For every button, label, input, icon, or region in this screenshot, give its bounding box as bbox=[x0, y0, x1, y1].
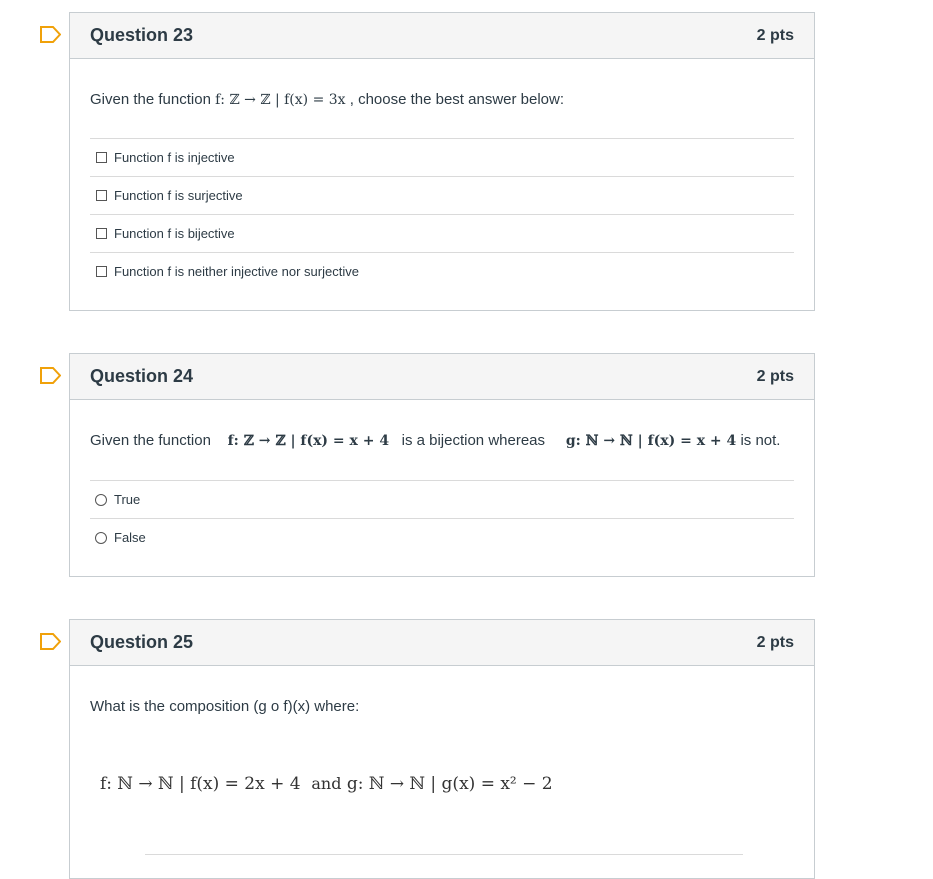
question-title: Question 25 bbox=[90, 632, 194, 652]
answer-option[interactable]: True bbox=[90, 480, 794, 518]
question-24 bbox=[69, 353, 815, 577]
question-25 bbox=[69, 619, 815, 879]
math-expression: g: ℕ → ℕ | f(x) = x + 4 bbox=[565, 433, 737, 449]
answer-option[interactable]: Function f is bijective bbox=[90, 214, 794, 252]
checkbox-icon[interactable] bbox=[96, 266, 107, 277]
math-expression: f: ℕ → ℕ | f(x) = 2x + 4 and g: ℕ → ℕ | g(x) = x² − 2 bbox=[100, 774, 553, 794]
math-expression: f: ℤ → ℤ | f(x) = 3x bbox=[215, 92, 346, 108]
answer-option[interactable]: Function f is neither injective nor surjective bbox=[90, 252, 794, 290]
radio-icon[interactable] bbox=[95, 532, 107, 544]
question-23 bbox=[69, 12, 815, 311]
question-prompt: Given the function f: ℤ → ℤ | f(x) = 3x , choose the best answer below: bbox=[90, 91, 565, 108]
question-header bbox=[70, 13, 814, 59]
answer-option[interactable]: Function f is surjective bbox=[90, 176, 794, 214]
question-header bbox=[70, 620, 814, 666]
math-expression: f: ℤ → ℤ | f(x) = x + 4 bbox=[227, 433, 390, 449]
checkbox-icon[interactable] bbox=[96, 190, 107, 201]
checkbox-icon[interactable] bbox=[96, 228, 107, 239]
radio-icon[interactable] bbox=[95, 494, 107, 506]
flag-icon[interactable] bbox=[40, 367, 61, 384]
question-header bbox=[70, 354, 814, 400]
flag-icon[interactable] bbox=[40, 26, 61, 43]
question-title: Question 23 bbox=[90, 25, 194, 45]
question-points: 2 pts bbox=[756, 367, 794, 385]
answer-list bbox=[90, 480, 794, 556]
question-points: 2 pts bbox=[756, 26, 794, 44]
question-title: Question 24 bbox=[90, 366, 194, 386]
answer-list bbox=[90, 138, 794, 290]
flag-icon[interactable] bbox=[40, 633, 61, 650]
question-prompt: What is the composition (g o f)(x) where: bbox=[90, 698, 360, 715]
answer-option[interactable]: Function f is injective bbox=[90, 138, 794, 176]
question-points: 2 pts bbox=[756, 633, 794, 651]
checkbox-icon[interactable] bbox=[96, 152, 107, 163]
answer-option[interactable]: False bbox=[90, 518, 794, 556]
question-prompt: Given the function f: ℤ → ℤ | f(x) = x + 4 is a bijection whereas g: ℕ → ℕ | f(x) = x + 4 is not. bbox=[90, 432, 781, 449]
